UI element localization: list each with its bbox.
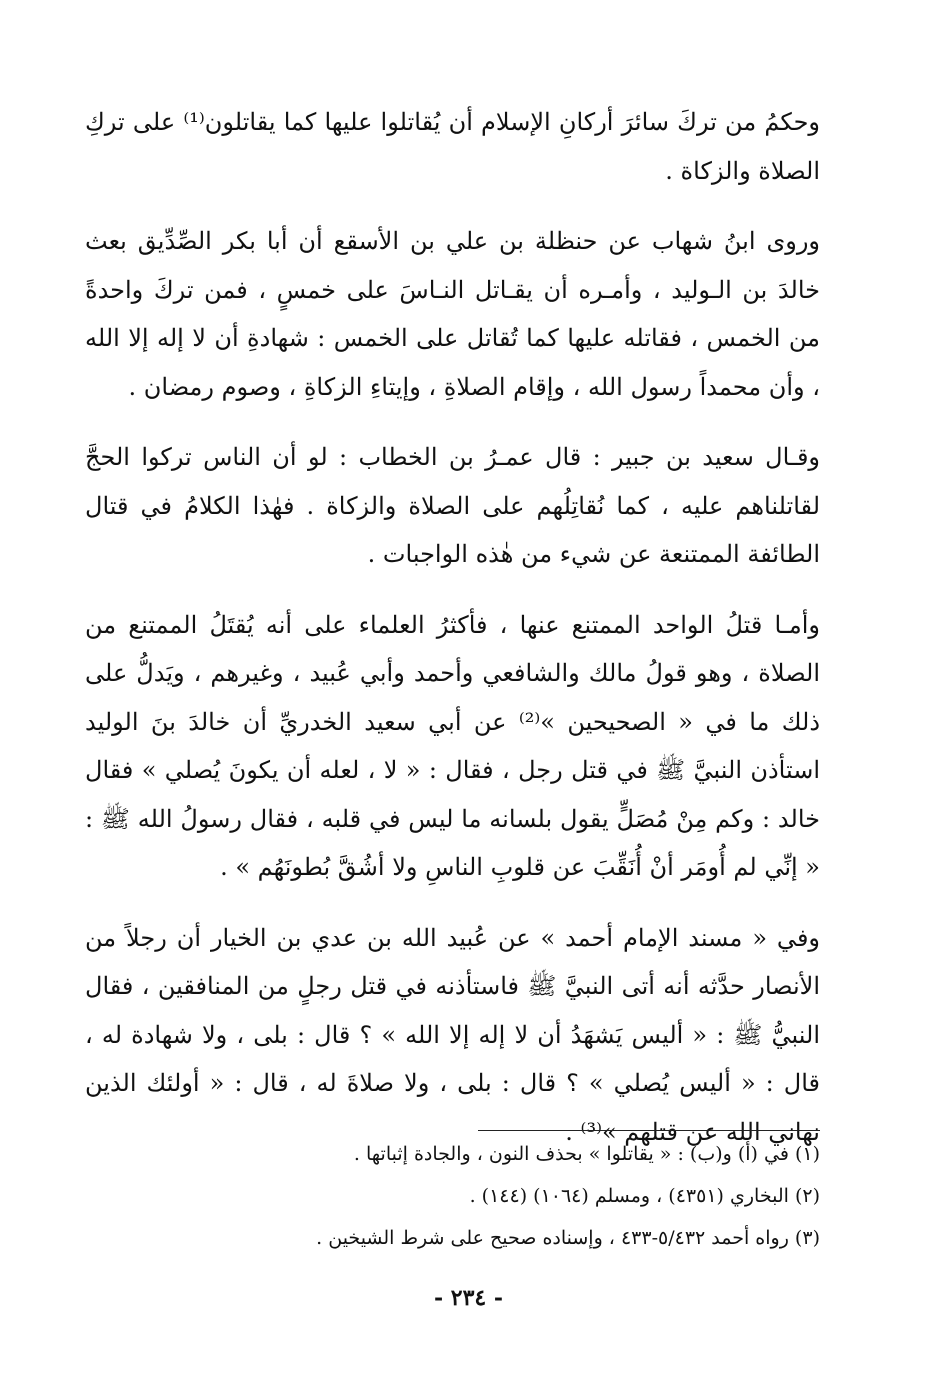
main-text (85, 98, 820, 1178)
footnote: (١) في (أ) و(ب) : « يقاتلوا » بحذف النون ، والجادة إثباتها . (353, 1143, 820, 1165)
footnotes (200, 1133, 820, 1259)
page-number: - ٢٣٤ - (433, 1285, 504, 1311)
paragraph: وحكمُ من تركَ سائرَ أركانِ الإسلام أن يُقاتلوا عليها كما يقاتلون⁽¹⁾ على تركِ الصلاة والزكاة . (85, 108, 821, 185)
footnote: (٢) البخاري (٤٣٥١) ، ومسلم (١٠٦٤) (١٤٤) . (469, 1185, 820, 1207)
footnote: (٣) رواه أحمد ٥/٤٣٢-٤٣٣ ، وإسناده صحيح على شرط الشيخين . (316, 1227, 820, 1249)
paragraph: وأمـا قتلُ الواحد الممتنع عنها ، فأكثرُ العلماء على أنه يُقتَلُ الممتنع من الصلاة ، وهو قولُ مالك والشافعي وأحمد وأبي عُبيد ، وغيرهم ، ويَدلُّ على ذلك ما في « الصحيحين »⁽²⁾ عن أبي سعيد الخدريِّ أن خالدَ بنَ الوليد استأذن النبيَّ ﷺ في قتل رجل ، فقال : « لا ، لعله أن يكونَ يُصلي » فقال خالد : وكم مِنْ مُصَلٍّ يقول بلسانه ما ليس في قلبه ، فقال رسولُ الله ﷺ : « إنِّي لم أُومَر أنْ أُنَقِّبَ عن قلوبِ الناسِ ولا أشُقَّ بُطونَهُم » . (85, 610, 821, 881)
paragraph: وفي « مسند الإمام أحمد » عن عُبيد الله بن عدي بن الخيار أن رجلاً من الأنصار حدَّثه أنه أتى النبيَّ ﷺ فاستأذنه في قتل رجلٍ من المنافقين ، فقال النبيُّ ﷺ : « أليس يَشهَدُ أن لا إله إلا الله » ؟ قال : بلى ، ولا شهادة له ، قال : « أليس يُصلي » ؟ قال : بلى ، ولا صلاةَ له ، قال : « أولئك الذين نهاني الله عن قتلهم »⁽³⁾ . (85, 923, 820, 1146)
paragraph: وروى ابنُ شهاب عن حنظلة بن علي بن الأسقع أن أبا بكر الصِّدِّيق بعث خالدَ بن الـوليد ، وأمـره أن يقـاتل النـاسَ على خمسٍ ، فمن تركَ واحدةً من الخمس ، فقاتله عليها كما تُقاتل على الخمس : شهادةِ أن لا إله إلا الله ، وأن محمداً رسول الله ، وإقام الصلاةِ ، وإيتاءِ الزكاةِ ، وصوم رمضان . (85, 227, 820, 401)
paragraph: وقـال سعيد بن جبير : قال عمـرُ بن الخطاب : لو أن الناس تركوا الحجَّ لقاتلناهم عليه ، كما نُقاتِلُهم على الصلاة والزكاة . فهٰذا الكلامُ في قتال الطائفة الممتنعة عن شيء من هٰذه الواجبات . (85, 443, 820, 568)
footnote-separator (478, 1130, 820, 1131)
